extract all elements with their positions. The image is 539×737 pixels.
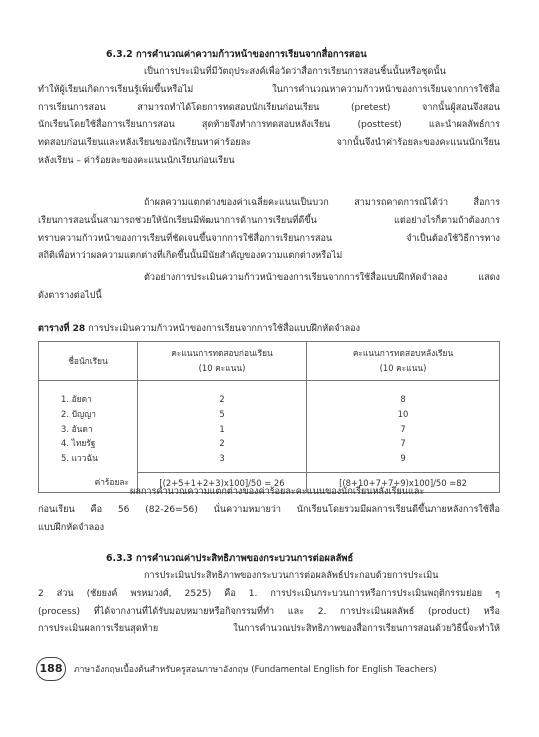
- section-heading-6-3-2: 6.3.2 การคำนวณค่าความก้าวหน้าของการเรียนจากสื่อการสอน: [106, 49, 367, 60]
- header-student-name: ชื่อนักเรียน: [39, 342, 138, 381]
- paragraph-1: [38, 64, 500, 171]
- paragraph-line: 2 ส่วน (ชัยยงค์ พรหมวงศ์, 2525) คือ 1. การประเมินกระบวนการหรือการประเมินพฤติกรรมย่อย ๆ: [38, 588, 500, 599]
- student-name: 4. ไทยรัฐ: [61, 438, 96, 449]
- page-number: 188: [36, 657, 66, 681]
- header-posttest-line2: (10 คะแนน): [379, 363, 427, 373]
- table-caption-text: การประเมินความก้าวหน้าของการเรียนจากการใช้สื่อแบบฝึกหัดจำลอง: [85, 324, 361, 334]
- student-name: 1. อัยดา: [61, 394, 92, 404]
- student-names-cell: [39, 381, 138, 473]
- paragraph-line: เรียนการสอนนั้นสามารถช่วยให้นักเรียนมีพัฒนาการด้านการเรียนที่ดีขึ้น แต่อย่างไรก็ตามถ้าต้องการ: [38, 215, 500, 226]
- pretest-score: 2: [219, 394, 225, 404]
- pretest-score: 2: [219, 438, 225, 449]
- footer-book-title: ภาษาอังกฤษเบื้องต้นสำหรับครูสอนภาษาอังกฤษ (Fundamental English for English Teachers): [74, 665, 437, 675]
- header-pretest-line1: คะแนนการทดสอบก่อนเรียน: [171, 348, 273, 358]
- posttest-percentage: [(8+10+7+7+9)x100]/50 =82: [307, 472, 500, 493]
- header-pretest: [138, 342, 307, 381]
- pretest-percentage: [(2+5+1+2+3)x100]/50 = 26: [138, 472, 307, 493]
- paragraph-line: หลังเรียน – ค่าร้อยละของคะแนนนักเรียนก่อนเรียน: [38, 155, 235, 166]
- paragraph-line: แบบฝึกหัดจำลอง: [38, 522, 105, 533]
- posttest-scores-cell: [307, 381, 500, 473]
- pretest-scores-cell: [138, 381, 307, 473]
- paragraph-5: [38, 568, 500, 639]
- progress-table: [38, 341, 500, 493]
- paragraph-line: (process) ที่ได้จากงานที่ได้รับมอบหมายหรือกิจกรรมที่ทำ และ 2. การประเมินผลลัพธ์ (product) หรือ: [38, 606, 500, 617]
- student-name: 3. อันดา: [61, 423, 93, 434]
- section-heading-6-3-3: 6.3.3 การคำนวณค่าประสิทธิภาพของกระบวนการต่อผลลัพธ์: [106, 553, 354, 564]
- paragraph-line: ตัวอย่างการประเมินความก้าวหน้าของการเรียนจากการใช้สื่อแบบฝึกหัดจำลอง แสดง: [144, 273, 500, 283]
- paragraph-line: การประเมินประสิทธิภาพของกระบวนการต่อผลลัพธ์ประกอบด้วยการประเมิน: [144, 571, 439, 581]
- summary-label: ค่าร้อยละ: [39, 472, 138, 493]
- posttest-score: 10: [397, 408, 409, 419]
- posttest-score: 8: [400, 394, 406, 404]
- paragraph-line: ทำให้ผู้เรียนเกิดการเรียนรู้เพิ่มขึ้นหรือไม่ ในการคำนวณหาความก้าวหน้าของการเรียนจากการใช้สื่อ: [38, 84, 500, 95]
- table-body-row: [39, 381, 500, 473]
- pretest-score: 3: [219, 453, 225, 464]
- paragraph-line: ถ้าผลความแตกต่างของค่าเฉลี่ยคะแนนเป็นบวก สามารถคาดการณ์ได้ว่า สื่อการ: [144, 198, 500, 208]
- posttest-score: 9: [400, 453, 406, 464]
- student-name: 2. ปัญญา: [61, 408, 96, 419]
- table-caption: [38, 322, 360, 336]
- paragraph-line: ก่อนเรียน คือ 56 (82-26=56) นั่นความหมายว่า นักเรียนโดยรวมมีผลการเรียนดีขึ้นภายหลังการใช้สื่อ: [38, 504, 500, 515]
- paragraph-2: [38, 195, 500, 266]
- paragraph-line: ดังตารางต่อไปนี้: [38, 290, 102, 301]
- table-header-row: [39, 342, 500, 381]
- pretest-score: 5: [219, 408, 225, 419]
- posttest-score: 7: [400, 423, 406, 434]
- table-caption-label: ตารางที่ 28: [38, 324, 86, 334]
- header-pretest-line2: (10 คะแนน): [198, 363, 246, 373]
- paragraph-line: ผลการคำนวณความแตกต่างของค่าร้อยละคะแนนของนักเรียนหลังเรียนและ: [130, 487, 425, 497]
- posttest-score: 7: [400, 438, 406, 449]
- page-footer: [36, 653, 506, 683]
- paragraph-line: สถิติเพื่อหาว่าผลความแตกต่างที่เกิดขึ้นนั้นมีนัยสำคัญของความแตกต่างหรือไม่: [38, 251, 343, 262]
- student-name: 5. แววฉัน: [61, 453, 98, 464]
- paragraph-line: นักเรียนโดยใช้สื่อการเรียนการสอน สุดท้ายจึงทำการทดสอบหลังเรียน (posttest) และนำผลลัพธ์การ: [38, 120, 500, 131]
- paragraph-line: การประเมินผลการเรียนสุดท้าย ในการคำนวณประสิทธิภาพของสื่อการเรียนการสอนด้วยวิธีนี้จะทำให้: [38, 624, 500, 635]
- paragraph-line: ทดสอบก่อนเรียนและหลังเรียนของนักเรียนหาค่าร้อยละ จากนั้นจึงนำค่าร้อยละของคะแนนนักเรียน: [38, 138, 500, 149]
- pretest-score: 1: [219, 423, 225, 434]
- paragraph-line: เป็นการประเมินที่มีวัตถุประสงค์เพื่อวัดว่าสื่อการเรียนการสอนชิ้นนั้นหรือชุดนั้น: [144, 67, 446, 77]
- paragraph-line: การเรียนการสอน สามารถทำได้โดยการทดสอบนักเรียนก่อนเรียน (pretest) จากนั้นผู้สอนจึงสอน: [38, 102, 500, 113]
- header-posttest: [307, 342, 500, 381]
- paragraph-3: [38, 270, 500, 306]
- paragraph-4: [38, 484, 500, 537]
- paragraph-line: ทราบความก้าวหน้าของการเรียนที่ชัดเจนขึ้นจากการใช้สื่อการเรียนการสอน จำเป็นต้องใช้วิธีการทาง: [38, 233, 500, 244]
- header-posttest-line1: คะแนนการทดสอบหลังเรียน: [352, 348, 454, 358]
